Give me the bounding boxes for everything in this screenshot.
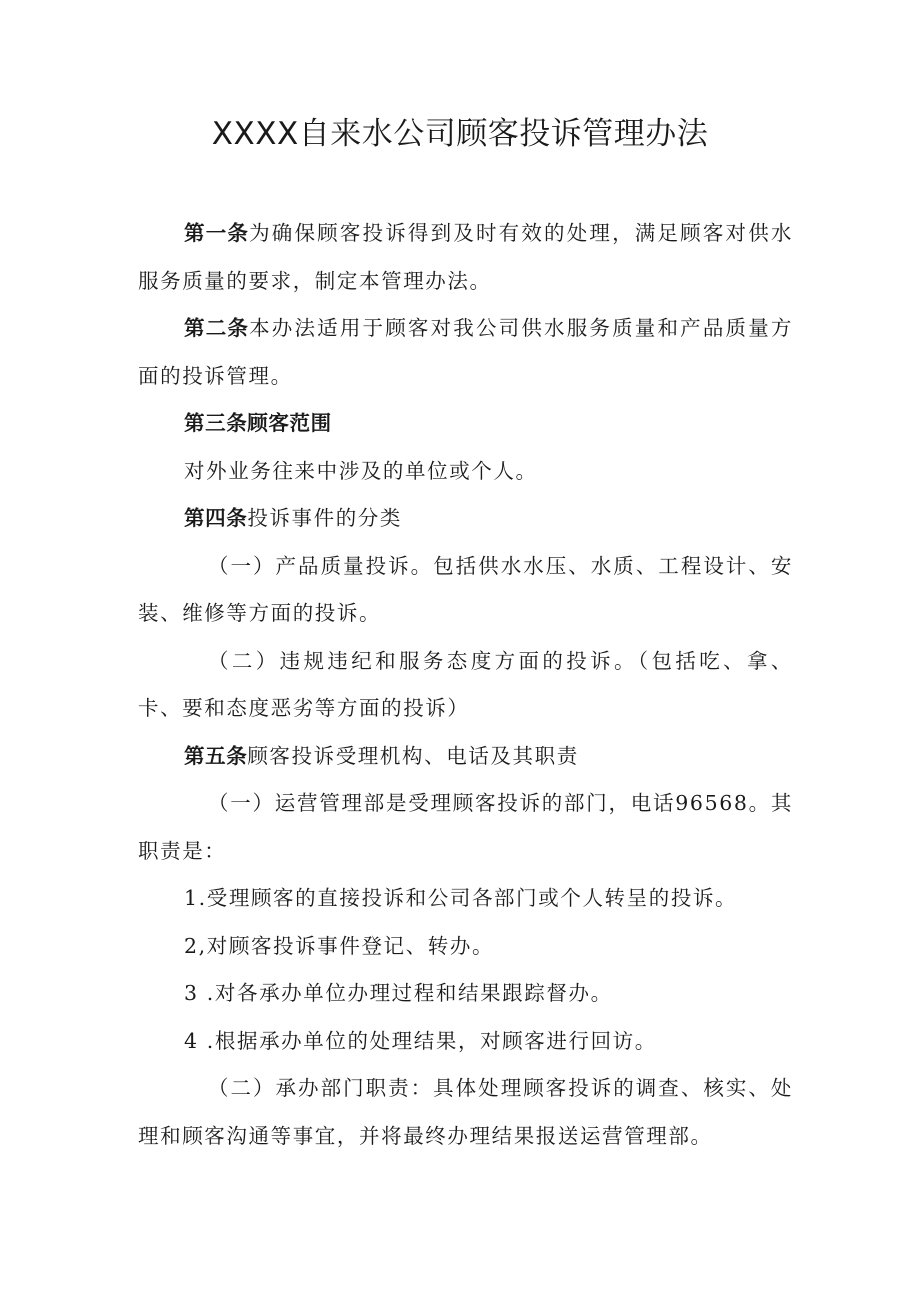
article-3-label: 第三条顾客范围 xyxy=(184,411,332,435)
article-4-item-2: （二）违规违纪和服务态度方面的投诉。（包括吃、拿、卡、要和态度恶劣等方面的投诉） xyxy=(138,648,793,720)
article-3-text: 对外业务往来中涉及的单位或个人。 xyxy=(184,458,538,483)
article-5-item-1: （一）运营管理部是受理顾客投诉的部门，电话96568。其职责是： xyxy=(138,791,793,863)
duty-1: 1.受理顾客的直接投诉和公司各部门或个人转呈的投诉。 xyxy=(184,886,738,910)
duty-3: 3 .对各承办单位办理过程和结果跟踪督办。 xyxy=(184,981,613,1005)
article-4-text: 投诉事件的分类 xyxy=(247,506,403,530)
article-4 xyxy=(138,495,793,543)
article-1-label: 第一条 xyxy=(184,221,250,245)
duty-2: 2,对顾客投诉事件登记、转办。 xyxy=(184,933,495,958)
article-4-item-1: （一）产品质量投诉。包括供水水压、水质、工程设计、安装、维修等方面的投诉。 xyxy=(138,553,793,625)
article-5-item-2: （二）承办部门职责：具体处理顾客投诉的调查、核实、处理和顾客沟通等事宜，并将最终办理结果报送运营管理部。 xyxy=(138,1076,793,1148)
article-4-label: 第四条 xyxy=(184,506,248,530)
article-3-heading xyxy=(138,400,793,448)
article-1 xyxy=(138,210,793,305)
article-1-text: 为确保顾客投诉得到及时有效的处理，满足顾客对供水服务质量的要求，制定本管理办法。 xyxy=(138,221,793,293)
duty-4: 4 .根据承办单位的处理结果，对顾客进行回访。 xyxy=(184,1028,657,1053)
article-2 xyxy=(138,305,793,400)
document-body xyxy=(138,210,793,1160)
article-5-text: 顾客投诉受理机构、电话及其职责 xyxy=(247,743,579,768)
document-title: XXXX自来水公司顾客投诉管理办法 xyxy=(211,116,709,152)
article-2-label: 第二条 xyxy=(184,316,250,340)
article-5 xyxy=(138,733,793,781)
article-2-text: 本办法适用于顾客对我公司供水服务质量和产品质量方面的投诉管理。 xyxy=(138,316,793,388)
article-5-label: 第五条 xyxy=(184,743,248,768)
